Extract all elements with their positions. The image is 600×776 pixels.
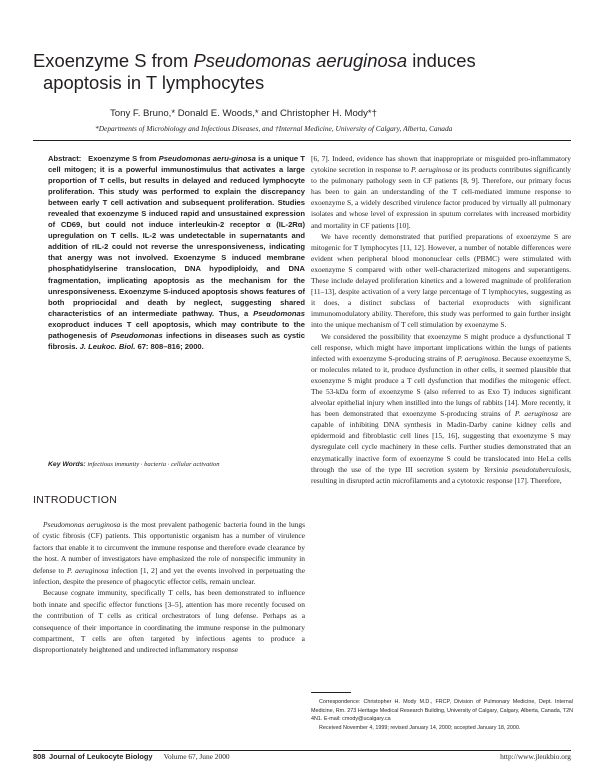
- title-line2: apoptosis in T lymphocytes: [43, 72, 265, 93]
- right-text-3d: , resulting in disrupted actin microfilaments and a cytotoxic response [17]. Therefore,: [311, 464, 571, 485]
- intro-heading: INTRODUCTION: [33, 494, 118, 506]
- abstract-organism-3: Pseudomonas: [110, 330, 163, 340]
- footnote-divider: [311, 692, 351, 693]
- affiliation: *Departments of Microbiology and Infectious Diseases, and †Internal Medicine, University of Calgary, Alberta, Canada: [95, 124, 453, 133]
- right-paragraph-2: We have recently demonstrated that purified preparations of exoenzyme S are mitogenic for T lymphocytes [11, 12]. However, a number of notable differences were evident when peripheral blood mononuclear cells (PBMC) were stimulated with exoenzyme S compared with other well-characterized mitogens and superantigens. These include delayed proliferation kinetics and a lowered magnitude of proliferation [11–13], despite activation of a very large percentage of T lymphocytes, suggesting as it does, a distinct subclass of bacterial exoproducts with significant immunomodulatory ability. Therefore, this study was performed to gain further insight into the unique mechanism of T cell stimulation by exoenzyme S.: [311, 231, 571, 330]
- intro-paragraph-2: Because cognate immunity, specifically T cells, has been demonstrated to influence both innate and specific effector functions [3–5], attention has more recently focused on the contribution of T cells as critical orchestrators of lung defense. Perhaps as a consequence of their importance in coordinating the immune response in the pulmonary compartment, T cells are often targeted by infectious agents to produce a disproportionately heightened and undirected inflammatory response: [33, 588, 305, 655]
- right-organism-3b: P. aeruginosa: [514, 409, 558, 419]
- abstract-citation-journal: J. Leukoc. Biol.: [79, 341, 136, 351]
- intro-body: [33, 519, 305, 656]
- abstract-organism-1: Pseudomonas aeru-ginosa: [158, 154, 256, 163]
- abstract-text-3: exoproduct induces T cell apoptosis, which may contribute to the pathogenesis of: [48, 319, 305, 340]
- right-text-3: We considered the possibility that exoenzyme S might produce a dysfunctional T cell response, which might have important implications within the lungs of patients infected with exoenzyme S-producing strains of: [311, 331, 571, 363]
- article-title: [33, 50, 573, 94]
- right-organism-3c: Yersinia pseudotuberculosis: [483, 464, 570, 474]
- header-divider: [33, 140, 571, 141]
- abstract-text-1: Exoenzyme S from: [88, 154, 159, 163]
- intro-text-1: is the most prevalent pathogenic bacteria found in the lungs of cystic fibrosis (CF) patients. This opportunistic organism has a number of virulence factors that enable it to circumvent the immune response and therefore evade clearance by the host. A number of investigators have emphasized the role of nonspecific immunity in defense to: [33, 520, 305, 575]
- author-list: Tony F. Bruno,* Donald E. Woods,* and Christopher H. Mody*†: [110, 108, 377, 119]
- intro-paragraph-1: [33, 519, 305, 587]
- right-text-3b: . Because exoenzyme S, or molecules related to it, produce dysfunction in other cells, it seemed plausible that exoenzyme S might produce a T cell dysfunction that modifies the mitogenic effect. The 53-kDa form of exoenzyme S (also referred to as Exo T) induces significant alveolar epithelial injury when instilled into the lungs of rabbits [14]. More recently, it has been demonstrated that exoenzyme S-producing strains of: [311, 353, 572, 419]
- intro-organism: Pseudomonas aeruginosa: [43, 520, 121, 529]
- abstract: [48, 153, 305, 352]
- title-line1-start: Exoenzyme S from: [33, 50, 194, 71]
- abstract-text-4: infections in diseases such as cystic fibrosis.: [48, 330, 305, 351]
- abstract-citation: 67: 808–816; 2000.: [135, 341, 204, 351]
- right-organism-1: P. aeruginosa: [411, 165, 452, 175]
- keywords: [48, 461, 305, 468]
- intro-text-1b: infection [1, 2] and yet the events involved in perpetuating the infection, despite the presence of phagocytic effector cells, remain unclear.: [33, 565, 305, 587]
- abstract-text-2: is a unique T cell mitogen; it is a powerful immunostimulus that activates a large proportion of T cells, but results in delayed and reduced lymphocyte proliferation. This study was performed to explain the discrepancy between early T cell activation and subsequent proliferation. Studies revealed that exoenzyme S induced rapid and unsustained expression of CD69, but could not induce interleukin-2 receptor α (IL-2Rα) upregulation on T cells. IL-2 was undetectable in supernatants and addition of rIL-2 could not reverse the unresponsiveness, indicating that anergy was not involved. Exoenzyme S induced membrane phosphatidylserine translocation, DNA hypodiploidy, and DNA fragmentation, implicating apoptosis as the mechanism for the unresponsiveness. Exoenzyme S-induced apoptosis shows features of both propriocidal and death by neglect, suggesting shared characteristics of an intermediate pathway. Thus, a: [48, 154, 305, 318]
- page-number: 808: [33, 752, 46, 761]
- right-text-3c: are capable of inhibiting DNA synthesis in Madin-Darby canine kidney cells and epidermoid and fibroblastic cell lines [15, 16], suggesting that exoenzyme S may dysregulate cell cycle machinery in these cells. Further studies demonstrated that an enzymatically inactive form of exoenzyme S could be translocated into HeLa cells through the use of the type III secretion system by: [311, 409, 571, 474]
- footer-left: [33, 752, 230, 761]
- received-note: Received November 4, 1999; revised January 14, 2000; accepted January 18, 2000.: [319, 724, 521, 731]
- abstract-organism-2: Pseudomonas: [253, 308, 305, 318]
- right-paragraph-1: [311, 153, 571, 231]
- correspondence-note: Correspondence: Christopher H. Mody M.D., FRCP, Division of Pulmonary Medicine, Dept. Internal Medicine, Rm. 273 Heritage Medical Research Building, University of Calgary, Calgary, Alberta, Canada, T2N 4N1. E-mail: cmody@ucalgary.ca: [311, 699, 573, 723]
- journal-url[interactable]: http://www.jleukbio.org: [500, 752, 571, 761]
- keywords-text: infectious immunity · bacteria · cellular activation: [87, 461, 220, 468]
- right-text-1b: or its products contributes significantly to the pulmonary pathology seen in CF patients [8, 9]. Therefore, our primary focus has been to gain an understanding of the T cell-mediated immune response to exoenzyme S, a widely described virulence factor produced by virtually all pulmonary isolates and whose level of expression in sputum correlates with increased morbidity and mortality in CF patients [10].: [311, 165, 571, 230]
- abstract-label: Abstract:: [48, 154, 82, 163]
- right-text-1: [6, 7]. Indeed, evidence has shown that inappropriate or misguided pro-inflammatory cytokine secretion in response to: [311, 154, 571, 175]
- right-paragraph-3: [311, 331, 571, 486]
- footnote: [311, 698, 573, 732]
- journal-name: Journal of Leukocyte Biology: [49, 752, 153, 761]
- right-organism-3: P. aeruginosa: [457, 353, 499, 363]
- footer-divider: [33, 750, 571, 751]
- title-line1-end: induces: [407, 50, 476, 71]
- intro-organism-2: P. aeruginosa: [66, 565, 109, 575]
- right-column-body: [311, 153, 571, 486]
- journal-issue: Volume 67, June 2000: [163, 752, 230, 761]
- keywords-label: Key Words:: [48, 461, 86, 468]
- title-organism: Pseudomonas aeruginosa: [193, 50, 408, 71]
